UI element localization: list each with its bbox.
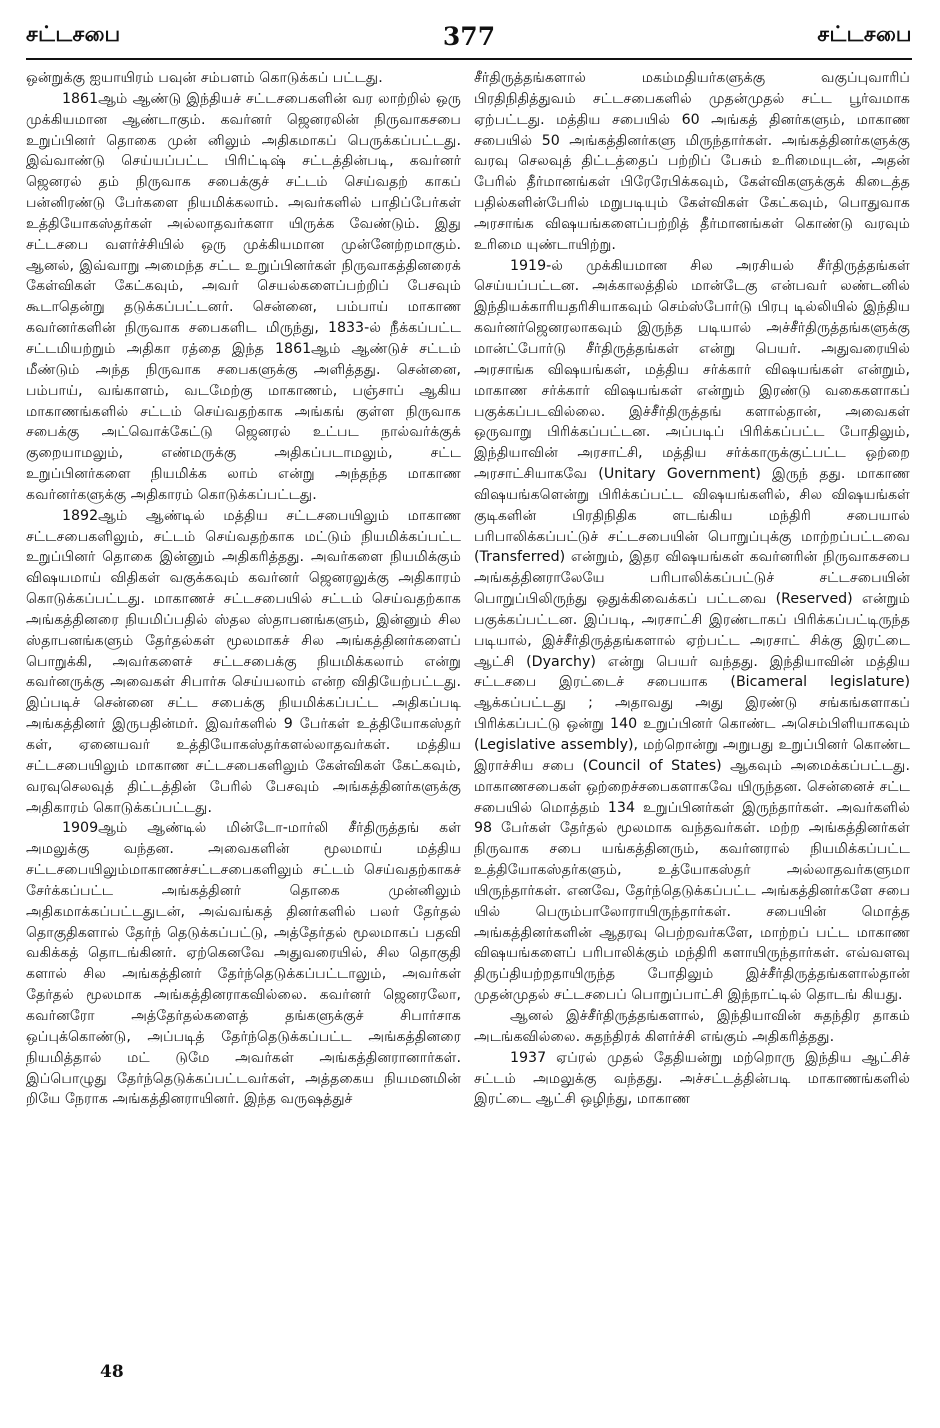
right-column [474,68,910,1110]
paragraph: 1892ஆம் ஆண்டில் மத்திய சட்டசபையிலும் மாகாண சட்டசபைகளிலும், சட்டம் செய்வதற்காக மட்டும் நியமிக்கப்பட்ட உறுப்பினர் தொகை இன்னும் அதிகரித்தது. அவர்களை நியமிக்கும் விஷயமாய் விதிகள் வகுக்கவும் கவர்னர் ஜெனரலுக்கு அதிகாரம் கொடுக்கப்பட்டது. மாகாணச் சட்டசபையில் சட்டம் செய்வதற்காக அங்கத்தினரை நியமிப்பதில் ஸ்தல ஸ்தாபனங்களும், இன்னும் சில ஸ்தாபனங்களும் தேர்தல்கள் மூலமாகச் சில அங்கத்தினர்களைப் பொறுக்கி, அவர்களைச் சட்டசபைக்கு நியமிக்கலாம் என்று கவர்னருக்கு அவைகள் சிபார்சு செய்யலாம் என்ற விதியேற்பட்டது. இப்படிச் சென்னை சட்ட சபைக்கு நியமிக்கப்பட்ட அதிகப்படி அங்கத்தினர் இருபதின்மர். இவர்களில் 9 பேர்கள் உத்தியோகஸ்தர் கள், ஏனையவர் உத்தியோகஸ்தர்களல்லாதவர்கள். மத்திய சட்டசபையிலும் மாகாண சட்டசபைகளிலும் கேள்விகள் கேட்கவும், வரவுசெலவுத் திட்டத்தின் பேரில் பேசவும் அங்கத்தினர்களுக்கு அதிகாரம் கொடுக்கப்பட்டது. [26,507,461,816]
signature-mark: 48 [100,1362,124,1382]
paragraph: 1861ஆம் ஆண்டு இந்தியச் சட்டசபைகளின் வர லாற்றில் ஒரு முக்கியமான ஆண்டாகும். கவர்னர் ஜெனரலின் நிருவாகசபை உறுப்பினர் தொகை முன் னிலும் அதிகமாகப் பெருக்கப்பட்டது. இவ்வாண்டு செய்யப்பட்ட பிரிட்டிஷ் சட்டத்தின்படி, கவர்னர் ஜெனரல் தம் நிருவாக சபைக்குச் சட்டம் செய்வதற் காகப் பன்னிரண்டு பேர்களை நியமிக்கலாம். அவர்களில் பாதிப்பேர்கள் உத்தியோகஸ்தர்கள் அல்லாதவர்களா யிருக்க வேண்டும். இது சட்டசபை வளர்ச்சியில் ஒரு முக்கியமான முன்னேற்றமாகும். ஆனல், இவ்வாறு அமைந்த சட்ட உறுப்பினர்கள் நிருவாகத்தினரைக் கேள்விகள் கேட்கவும், அவர் செயல்களைப்பற்றிப் பேசவும் கூடாதென்று தடுக்கப்பட்டனர். சென்னை, பம்பாய் மாகாண கவர்னர்களின் நிருவாக சபைகளிட மிருந்து, 1833-ல் நீக்கப்பட்ட சட்டமியற்றும் அதிகா ரத்தை இந்த 1861ஆம் ஆண்டுச் சட்டம் மீண்டும் அந்த நிருவாக சபைகளுக்கு அளித்தது. சென்னை, பம்பாய், வங்காளம், வடமேற்கு மாகாணம், பஞ்சாப் ஆகிய மாகாணங்களில் சட்டம் செய்வதற்காக அங்கங் குள்ள நிருவாக சபைக்கு அட்வொக்கேட்டு ஜெனரல் உட்பட நால்வர்க்குக் குறையாமலும், எண்மருக்கு அதிகப்படாமலும், சட்ட உறுப்பினர்களை நியமிக்க லாம் என்று அந்தந்த மாகாண கவர்னர்களுக்கு அதிகாரம் கொடுக்கப்பட்டது. [26,90,461,503]
page-number: 377 [442,22,496,51]
paragraph: 1909ஆம் ஆண்டில் மின்டோ-மார்லி சீர்திருத்தங் கள் அமலுக்கு வந்தன. அவைகளின் மூலமாய் மத்திய சட்டசபையிலும்மாகாணச்சட்டசபைகளிலும் சட்டம் செய்வதற்காகச் சேர்க்கப்பட்ட அங்கத்தினர் தொகை முன்னிலும் அதிகமாக்கப்பட்டதுடன், அவ்வங்கத் தினர்களில் பலர் தேர்தல் தொகுதிகளால் தேர்ந் தெடுக்கப்பட்டு, அத்தேர்தல் மூலமாகப் பதவி வகிக்கத் தொடங்கினர். ஏற்கெனவே அதுவரையில், சில தொகுதி களால் சில அங்கத்தினர் தேர்ந்தெடுக்கப்பட்டாலும், அவர்கள் தேர்தல் மூலமாக அங்கத்தினராகவில்லை. கவர்னர் ஜெனரலோ, கவர்னரோ அத்தேர்தல்களைத் தங்களுக்குச் சிபார்சாக ஒப்புக்கொண்டு, அப்படித் தேர்ந்தெடுக்கப்பட்ட அங்கத்தினரை நியமித்தால் மட் டுமே அவர்கள் அங்கத்தினரானார்கள். இப்பொழுது தேர்ந்தெடுக்கப்பட்டவர்கள், அத்தகைய நியமனமின் றியே நேராக அங்கத்தினராயினர். இந்த வருஷத்துச் [26,820,461,1108]
paragraph: சீர்திருத்தங்களால் மகம்மதியர்களுக்கு வகுப்புவாரிப் பிரதிநிதித்துவம் சட்டசபைகளில் முதன்முதல் சட்ட பூர்வமாக ஏற்பட்டது. மத்திய சபையில் 60 அங்கத் தினர்களும், மாகாண சபையில் 50 அங்கத்தினர்களு மிருந்தார்கள். அங்கத்தினர்களுக்கு வரவு செலவுத் திட்டத்தைப் பற்றிப் பேசும் உரிமையுடன், அதன் பேரில் தீர்மானங்கள் பிரேரேபிக்கவும், கேள்விகளுக்குக் கிடைத்த பதில்களின்பேரில் மறுபடியும் கேள்விகள் கேட்கவும், பொதுவாக அரசாங்க விஷயங்களைப்பற்றித் தீர்மானங்கள் கொண்டு வரவும் உரிமை யுண்டாயிற்று. [474,70,910,253]
page-header [26,22,912,62]
paragraph: ஒன்றுக்கு ஐயாயிரம் பவுன் சம்பளம் கொடுக்கப் பட்டது. [26,70,383,86]
running-head-left: சட்டசபை [26,22,121,46]
header-rule [26,58,912,60]
running-head-right: சட்டசபை [817,22,912,46]
left-column [26,68,461,1110]
paragraph: 1919-ல் முக்கியமான சில அரசியல் சீர்திருத்தங்கள் செய்யப்பட்டன. அக்காலத்தில் மான்டேகு என்பவர் லண்டனில் இந்தியக்காரியதரிசியாகவும் செம்ஸ்போர்டு பிரபு டில்லியில் இந்திய கவர்னர்ஜெனரலாகவும் இருந்த படியால் அச்சீர்திருத்தங்களுக்கு மான்ட்போர்டு சீர்திருத்தங்கள் என்று பெயர். அதுவரையில் அரசாங்க விஷயங்கள், மத்திய சர்க்கார் விஷயங்கள் என்றும், மாகாண சர்க்கார் விஷயங்கள் என்றும் இரண்டு வகைகளாகப் பகுக்கப்படவில்லை. இச்சீர்திருத்தங் களால்தான், அவைகள் ஒருவாறு பிரிக்கப்பட்டன. அப்படிப் பிரிக்கப்பட்ட போதிலும், இந்தியாவின் அரசாட்சி, மத்திய சர்க்காருக்குட்பட்ட ஒற்றை அரசாட்சியாகவே (Unitary Government) இருந் தது. மாகாண விஷயங்களென்று பிரிக்கப்பட்ட விஷயங்களில், சில விஷயங்கள் குடிகளின் பிரதிநிதிக ளடங்கிய மந்திரி சபையால் பரிபாலிக்கப்பட்டுச் சட்டசபையின் பொறுப்புக்கு மாற்றப்பட்டவை (Transferred) என்றும், இதர விஷயங்கள் கவர்னரின் நிருவாகசபை அங்கத்தினராலேயே பரிபாலிக்கப்பட்டுச் சட்டசபையின் பொறுப்பிலிருந்து ஒதுக்கிவைக்கப் பட்டவை (Reserved) என்றும் பகுக்கப்பட்டன. இப்படி, அரசாட்சி இரண்டாகப் பிரிக்கப்பட்டிருந்த படியால், இச்சீர்திருத்தங்களால் ஏற்பட்ட அரசாட் சிக்கு இரட்டை ஆட்சி (Dyarchy) என்று பெயர் வந்தது. இந்தியாவின் மத்திய சட்டசபை இரட்டைச் சபையாக (Bicameral legislature) ஆக்கப்பட்டது ; அதாவது அது இரண்டு சங்கங்களாகப் பிரிக்கப்பட்டு ஒன்று 140 உறுப்பினர் கொண்ட அசெம்பிளியாகவும் (Legislative assembly), மற்றொன்று அறுபது உறுப்பினர் கொண்ட இராச்சிய சபை (Council of States) ஆகவும் அமைக்கப்பட்டது. மாகாணசபைகள் ஒற்றைச்சபைகளாகவே யிருந்தன. சென்னைச் சட்ட சபையில் மொத்தம் 134 உறுப்பினர்கள் இருந்தார்கள். அவர்களில் 98 பேர்கள் தேர்தல் மூலமாக வந்தவர்கள். மற்ற அங்கத்தினர்கள் நிருவாக சபை யங்கத்தினரும், கவர்னரால் நியமிக்கப்பட்ட உத்தியோகஸ்தர்களும், உத்யோகஸ்தர் அல்லாதவர்களுமா யிருந்தார்கள். எனவே, தேர்ந்தெடுக்கப்பட்ட அங்கத்தினர்களே சபை யில் பெரும்பாலோராயிருந்தார்கள். சபையின் மொத்த அங்கத்தினர்களின் ஆதரவு பெற்றவர்களே, மாற்றப் பட்ட மாகாண விஷயங்களைப் பரிபாலிக்கும் மந்திரி களாயிருந்தார்கள். எவ்வளவு திருப்தியற்றதாயிருந்த போதிலும் இச்சீர்திருத்தங்களால்தான் முதன்முதல் சட்டசபைப் பொறுப்பாட்சி இந்நாட்டில் தொடங் கியது. [474,257,910,1004]
paragraph: 1937 ஏப்ரல் முதல் தேதியன்று மற்றொரு இந்திய ஆட்சிச் சட்டம் அமலுக்கு வந்தது. அச்சட்டத்தின்படி மாகாணங்களில் இரட்டை ஆட்சி ஒழிந்து, மாகாண [474,1049,910,1108]
paragraph: ஆனல் இச்சீர்திருத்தங்களால், இந்தியாவின் சுதந்திர தாகம் அடங்கவில்லை. சுதந்திரக் கிளர்ச்சி எங்கும் அதிகரித்தது. [474,1007,910,1045]
